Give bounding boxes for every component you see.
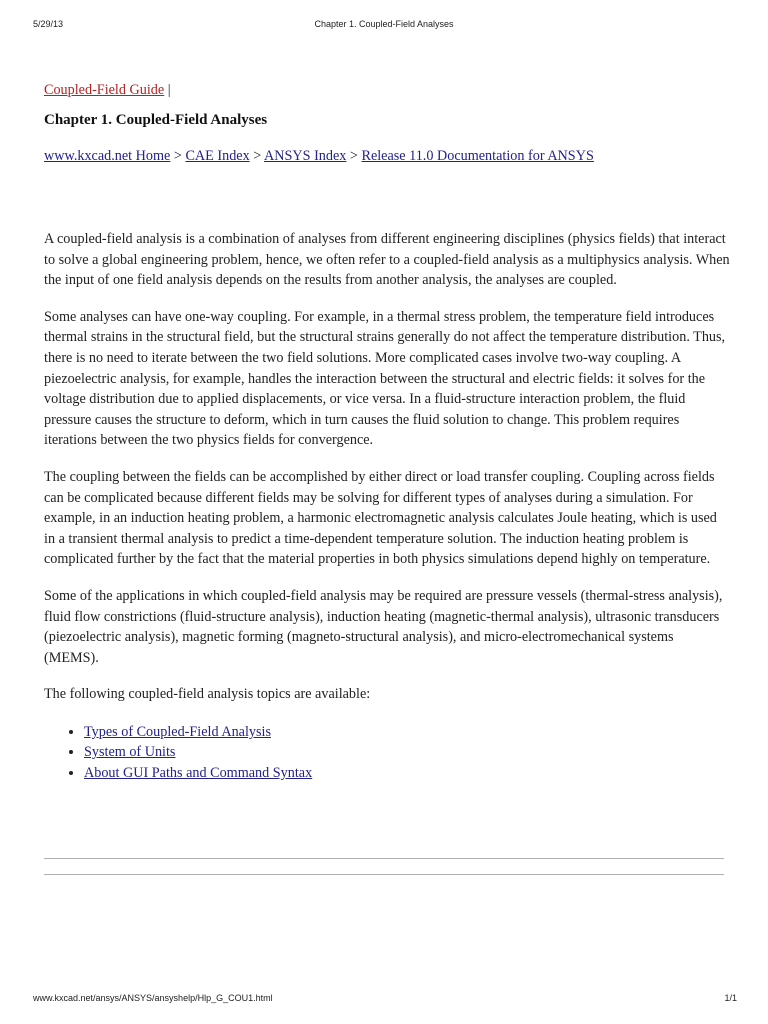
divider xyxy=(44,858,724,859)
breadcrumb-separator: > xyxy=(170,148,186,164)
coupling-methods-paragraph: The coupling between the fields can be accomplished by either direct or load transfer coupling. Coupling across fields can be complicated because different fields may be solving for different types of analyses during a simulation. For example, in an induction heating problem, a harmonic electromagnetic analysis calculates Joule heating, which is used in a transient thermal analysis to predict a time-dependent temperature solution. The induction heating problem is complicated further by the fact that the material properties in both physics simulations depend highly on temperature. xyxy=(44,468,717,568)
applications-paragraph: Some of the applications in which coupled-field analysis may be required are pressure vessels (thermal-stress analysis), fluid flow constrictions (fluid-structure analysis), induction heating (magnetic-thermal analysis), ultrasonic transducers (piezoelectric analysis), magnetic forming (magneto-structural analysis), and micro-electromechanical systems (MEMS). xyxy=(44,587,723,666)
print-page-number: 1/1 xyxy=(724,993,737,1003)
divider xyxy=(44,874,724,875)
intro-paragraph: A coupled-field analysis is a combination of analyses from different engineering disciplines (physics fields) that interact to solve a global engineering problem, hence, we often refer to a coupled-field analysis as a multiphysics analysis. When the input of one field analysis depends on the results from another analysis, the analyses are coupled. xyxy=(44,231,730,289)
coupled-field-guide-link[interactable]: Coupled-Field Guide xyxy=(44,82,165,98)
print-title: Chapter 1. Coupled-Field Analyses xyxy=(314,19,454,29)
breadcrumb-separator: > xyxy=(346,148,362,164)
breadcrumb xyxy=(44,146,730,166)
guide-separator: | xyxy=(167,82,171,98)
topics-intro-paragraph: The following coupled-field analysis topics are available: xyxy=(44,686,371,703)
breadcrumb-release-doc-link[interactable]: Release 11.0 Documentation for ANSYS xyxy=(361,148,594,164)
breadcrumb-home-link[interactable]: www.kxcad.net Home xyxy=(44,148,171,164)
topic-link-gui-paths[interactable]: About GUI Paths and Command Syntax xyxy=(84,765,313,782)
page-content xyxy=(44,80,730,784)
list-item xyxy=(84,763,730,784)
print-date: 5/29/13 xyxy=(33,19,64,29)
page-title: Chapter 1. Coupled-Field Analyses xyxy=(44,112,268,128)
list-item xyxy=(84,722,730,743)
print-footer xyxy=(0,993,768,1005)
topics-list xyxy=(44,722,730,784)
guide-nav xyxy=(44,80,730,100)
coupling-paragraph: Some analyses can have one-way coupling. For example, in a thermal stress problem, the temperature field introduces thermal strains in the structural field, but the structural strains generally do not affect the temperature distribution. Thus, there is no need to iterate between the two field solutions. More complicated cases involve two-way coupling. A piezoelectric analysis, for example, handles the interaction between the structural and electric fields: it solves for the voltage distribution due to applied displacements, or vice versa. In a fluid-structure interaction problem, the fluid pressure causes the structure to deform, which in turn causes the fluid solution to change. This problem requires iterations between the two physics fields for convergence. xyxy=(44,308,726,449)
print-url: www.kxcad.net/ansys/ANSYS/ansyshelp/Hlp_G_COU1.html xyxy=(33,993,273,1003)
topic-link-types[interactable]: Types of Coupled-Field Analysis xyxy=(84,723,271,740)
topic-link-units[interactable]: System of Units xyxy=(84,744,176,761)
breadcrumb-ansys-index-link[interactable]: ANSYS Index xyxy=(264,148,347,164)
breadcrumb-separator: > xyxy=(249,148,264,164)
breadcrumb-cae-index-link[interactable]: CAE Index xyxy=(185,148,250,164)
print-header xyxy=(0,19,768,31)
list-item xyxy=(84,742,730,763)
